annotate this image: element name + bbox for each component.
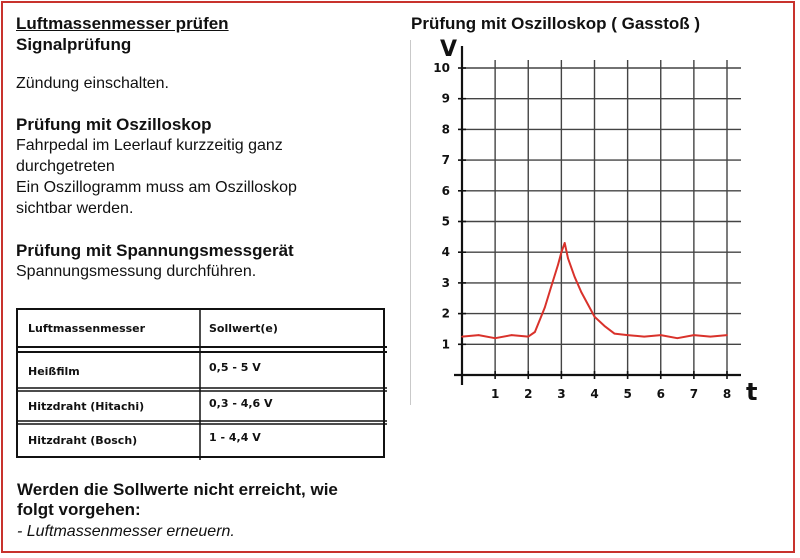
oscilloscope-text-line1: Fahrpedal im Leerlauf kurzzeitig ganz	[16, 137, 283, 154]
table-row-sensor: Hitzdraht (Hitachi)	[28, 399, 145, 413]
data-point	[677, 337, 679, 339]
data-point	[511, 334, 513, 336]
oscilloscope-heading: Prüfung mit Oszilloskop	[16, 115, 212, 134]
data-point	[557, 264, 559, 266]
data-point	[544, 307, 546, 309]
x-tick-label: 6	[656, 387, 665, 401]
x-tick-label: 2	[524, 387, 533, 401]
data-point	[587, 304, 589, 306]
x-tick-label: 5	[623, 387, 632, 401]
data-point	[551, 285, 553, 287]
y-tick-label: 10	[433, 61, 450, 75]
x-tick-label: 8	[722, 387, 732, 401]
data-point	[527, 336, 529, 338]
table-row-setpoint: 1 - 4,4 V	[209, 430, 261, 444]
chart-title: Prüfung mit Oszilloskop ( Gasstoß )	[411, 14, 701, 33]
data-point	[604, 325, 606, 327]
data-point	[627, 334, 629, 336]
y-tick-label: 2	[441, 306, 450, 321]
conclusion-line2: folgt vorgehen:	[17, 500, 141, 519]
page-title: Luftmassenmesser prüfen	[16, 14, 229, 33]
data-point	[461, 336, 463, 338]
oscilloscope-text-line2: durchgetreten	[16, 158, 115, 175]
y-tick-label: 4	[441, 245, 450, 260]
x-tick-label: 1	[490, 387, 500, 401]
voltmeter-heading: Prüfung mit Spannungsmessgerät	[16, 241, 294, 260]
y-tick-label: 8	[441, 122, 450, 137]
data-point	[693, 334, 695, 336]
voltmeter-text: Spannungsmessung durchführen.	[16, 263, 257, 280]
y-tick-label: 6	[441, 183, 450, 198]
y-axis-label: V	[440, 37, 458, 62]
data-point	[564, 242, 566, 244]
action-item: - Luftmassenmesser erneuern.	[17, 523, 235, 540]
table-row-sensor: Heißfilm	[28, 364, 80, 378]
y-tick-label: 5	[441, 214, 450, 229]
data-point	[567, 258, 569, 260]
oscilloscope-text-line4: sichtbar werden.	[16, 200, 134, 217]
table-row-setpoint: 0,3 - 4,6 V	[209, 396, 273, 410]
x-tick-label: 7	[689, 387, 699, 401]
data-point	[494, 337, 496, 339]
table-row-sensor: Hitzdraht (Bosch)	[28, 433, 138, 447]
data-point	[643, 336, 645, 338]
data-point	[614, 333, 616, 335]
data-point	[710, 336, 712, 338]
x-axis-label: t	[746, 378, 758, 406]
y-tick-label: 3	[441, 275, 450, 290]
table-header-setpoint: Sollwert(e)	[209, 322, 278, 335]
y-tick-label: 7	[441, 153, 450, 168]
x-tick-label: 3	[557, 387, 566, 401]
page-subtitle: Signalprüfung	[16, 35, 132, 54]
data-point	[594, 316, 596, 318]
data-point	[660, 334, 662, 336]
table-row-setpoint: 0,5 - 5 V	[209, 360, 261, 374]
y-tick-label: 9	[441, 91, 450, 106]
conclusion-line1: Werden die Sollwerte nicht erreicht, wie	[17, 480, 338, 499]
table-header-sensor: Luftmassenmesser	[28, 322, 146, 335]
data-point	[580, 291, 582, 293]
y-tick-label: 1	[441, 337, 450, 352]
oscilloscope-text-line3: Ein Oszillogramm muss am Oszilloskop	[16, 179, 297, 196]
data-point	[726, 334, 728, 336]
step-ignition: Zündung einschalten.	[16, 75, 169, 92]
data-point	[534, 331, 536, 333]
x-tick-label: 4	[590, 387, 599, 401]
data-point	[478, 334, 480, 336]
data-point	[574, 276, 576, 278]
data-point	[561, 251, 563, 253]
